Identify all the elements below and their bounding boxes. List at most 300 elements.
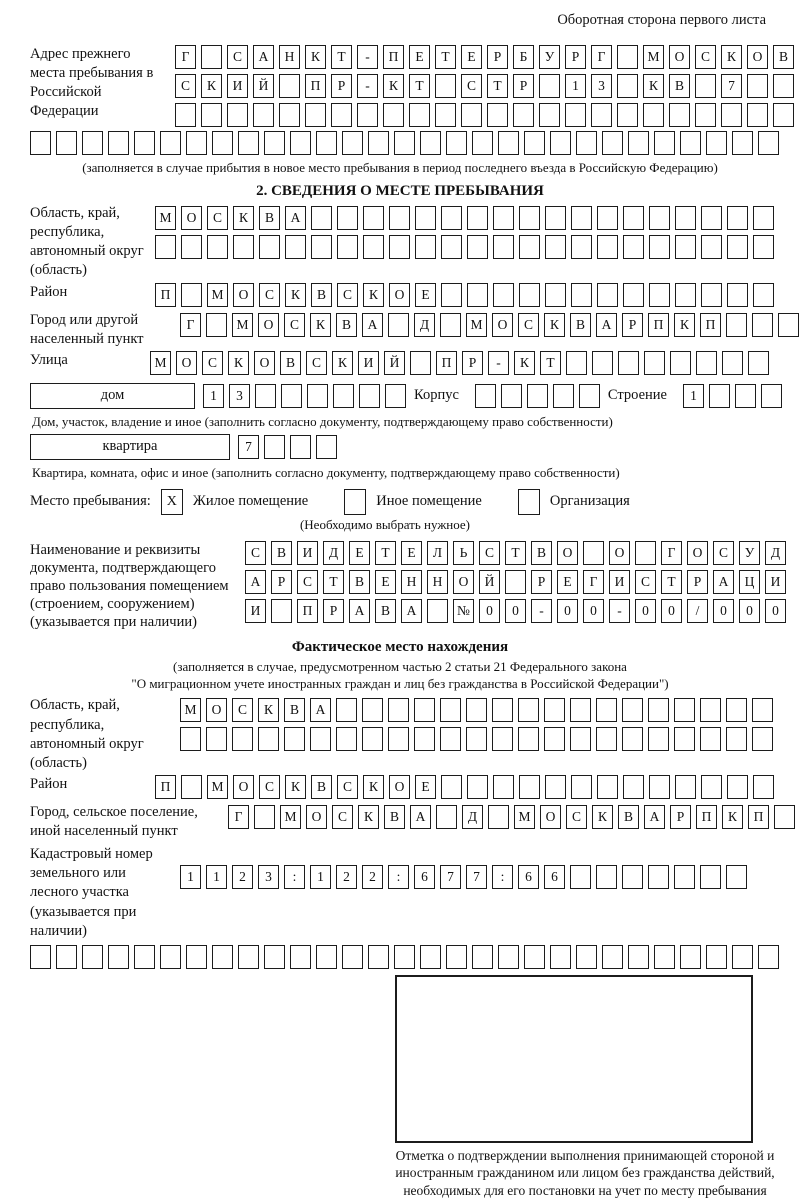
char-cell	[524, 945, 545, 969]
char-cell	[467, 283, 488, 307]
char-cell	[336, 698, 357, 722]
char-cell	[271, 599, 292, 623]
city-row	[180, 313, 799, 337]
char-cell	[527, 384, 548, 408]
char-cell	[175, 103, 196, 127]
char-cell: А	[713, 570, 734, 594]
char-cell	[565, 103, 586, 127]
char-cell: Ц	[739, 570, 760, 594]
char-cell: 7	[440, 865, 461, 889]
char-cell	[435, 74, 456, 98]
char-cell	[206, 313, 227, 337]
char-cell: 1	[683, 384, 704, 408]
char-cell: С	[207, 206, 228, 230]
char-cell: С	[245, 541, 266, 565]
char-cell: М	[280, 805, 301, 829]
char-cell: М	[514, 805, 535, 829]
char-cell: Б	[513, 45, 534, 69]
char-cell	[570, 698, 591, 722]
char-cell	[648, 865, 669, 889]
prev-address-rows	[175, 45, 794, 127]
char-cell	[281, 384, 302, 408]
char-cell	[336, 727, 357, 751]
house-row	[30, 383, 800, 409]
region-field	[30, 204, 800, 281]
char-cell: Й	[384, 351, 405, 375]
char-cell: К	[258, 698, 279, 722]
char-cell: :	[492, 865, 513, 889]
char-cell: О	[181, 206, 202, 230]
char-cell	[576, 131, 597, 155]
actual-city-field	[30, 803, 800, 841]
char-cell	[649, 775, 670, 799]
char-cell: 2	[336, 865, 357, 889]
char-cell: К	[514, 351, 535, 375]
region-row-1	[155, 206, 774, 230]
char-cell: О	[687, 541, 708, 565]
char-cell	[362, 727, 383, 751]
char-cell	[675, 775, 696, 799]
char-cell	[201, 45, 222, 69]
char-cell	[674, 865, 695, 889]
char-cell: Е	[415, 283, 436, 307]
char-cell	[680, 945, 701, 969]
char-cell	[628, 945, 649, 969]
char-cell	[519, 235, 540, 259]
char-cell: Д	[462, 805, 483, 829]
char-cell	[498, 945, 519, 969]
char-cell: С	[461, 74, 482, 98]
char-cell: М	[232, 313, 253, 337]
char-cell: Г	[661, 541, 682, 565]
char-cell: Р	[531, 570, 552, 594]
char-cell: К	[310, 313, 331, 337]
apartment-cells	[238, 435, 337, 459]
char-cell	[773, 103, 794, 127]
char-cell: Е	[415, 775, 436, 799]
char-cell: 0	[505, 599, 526, 623]
char-cell: 1	[565, 74, 586, 98]
char-cell	[498, 131, 519, 155]
char-cell	[108, 945, 129, 969]
apartment-row	[30, 434, 800, 460]
char-cell: 0	[765, 599, 786, 623]
char-cell	[701, 775, 722, 799]
char-cell	[545, 206, 566, 230]
char-cell	[700, 698, 721, 722]
char-cell	[545, 235, 566, 259]
char-cell	[30, 945, 51, 969]
char-cell	[446, 131, 467, 155]
city-field	[30, 311, 800, 349]
char-cell	[524, 131, 545, 155]
char-cell: Г	[180, 313, 201, 337]
char-cell	[778, 313, 799, 337]
char-cell	[359, 384, 380, 408]
char-cell	[362, 698, 383, 722]
char-cell	[654, 945, 675, 969]
char-cell	[674, 698, 695, 722]
char-cell	[727, 206, 748, 230]
region-rows	[155, 206, 774, 259]
char-cell	[305, 103, 326, 127]
char-cell: М	[180, 698, 201, 722]
char-cell: С	[259, 775, 280, 799]
char-cell: К	[721, 45, 742, 69]
char-cell	[461, 103, 482, 127]
char-cell: 0	[583, 599, 604, 623]
char-cell: П	[648, 313, 669, 337]
char-cell: -	[357, 74, 378, 98]
char-cell	[675, 283, 696, 307]
section2-title: 2. СВЕДЕНИЯ О МЕСТЕ ПРЕБЫВАНИЯ	[256, 183, 544, 199]
char-cell: С	[259, 283, 280, 307]
char-cell: Н	[279, 45, 300, 69]
char-cell	[748, 351, 769, 375]
char-cell	[134, 945, 155, 969]
char-cell	[571, 775, 592, 799]
char-cell	[727, 283, 748, 307]
cadastral-field	[30, 845, 800, 941]
actual-district-field	[30, 775, 800, 799]
char-cell	[186, 945, 207, 969]
char-cell: О	[306, 805, 327, 829]
char-cell	[285, 235, 306, 259]
char-cell: К	[674, 313, 695, 337]
prev-address-row-2	[175, 74, 794, 98]
char-cell: М	[643, 45, 664, 69]
char-cell	[519, 206, 540, 230]
char-cell: О	[206, 698, 227, 722]
char-cell: К	[305, 45, 326, 69]
char-cell	[414, 698, 435, 722]
prev-address-label: Адрес прежнего места пребывания в Российской Федерации	[30, 46, 154, 120]
char-cell: П	[696, 805, 717, 829]
char-cell: Т	[409, 74, 430, 98]
char-cell	[388, 313, 409, 337]
char-cell	[622, 727, 643, 751]
stroenie-label: Строение	[607, 387, 667, 404]
char-cell: С	[227, 45, 248, 69]
actual-city-label: Город, сельское поселение, иной населенный пункт	[30, 803, 198, 839]
char-cell	[181, 775, 202, 799]
char-cell: Т	[435, 45, 456, 69]
char-cell	[466, 727, 487, 751]
char-cell: А	[644, 805, 665, 829]
korpus-label: Корпус	[414, 387, 459, 404]
house-number-cells	[203, 384, 406, 408]
char-cell	[570, 727, 591, 751]
house-box-label: дом	[30, 383, 195, 409]
char-cell	[519, 283, 540, 307]
char-cell: 6	[414, 865, 435, 889]
char-cell	[316, 131, 337, 155]
document-row-1	[245, 541, 786, 565]
char-cell	[539, 74, 560, 98]
char-cell	[472, 945, 493, 969]
char-cell	[732, 945, 753, 969]
char-cell	[258, 727, 279, 751]
apartment-note: Квартира, комната, офис и иное (заполнить согласно документу, подтверждающему право собственности)	[32, 464, 620, 480]
char-cell: 0	[739, 599, 760, 623]
char-cell	[752, 313, 773, 337]
char-cell: И	[358, 351, 379, 375]
char-cell: П	[748, 805, 769, 829]
char-cell	[628, 131, 649, 155]
char-cell: Т	[505, 541, 526, 565]
district-field	[30, 283, 800, 307]
char-cell: В	[349, 570, 370, 594]
char-cell: Г	[228, 805, 249, 829]
char-cell	[435, 103, 456, 127]
char-cell	[501, 384, 522, 408]
document-rows	[245, 541, 786, 623]
char-cell: Р	[670, 805, 691, 829]
char-cell	[56, 131, 77, 155]
char-cell	[680, 131, 701, 155]
char-cell: 1	[206, 865, 227, 889]
char-cell	[722, 351, 743, 375]
char-cell	[753, 235, 774, 259]
char-cell	[747, 74, 768, 98]
char-cell: Н	[401, 570, 422, 594]
actual-region-row-1	[180, 698, 773, 722]
char-cell: Г	[591, 45, 612, 69]
char-cell: Ь	[453, 541, 474, 565]
char-cell: Р	[687, 570, 708, 594]
char-cell	[727, 235, 748, 259]
char-cell: И	[765, 570, 786, 594]
char-cell	[649, 235, 670, 259]
char-cell	[316, 435, 337, 459]
char-cell	[493, 206, 514, 230]
char-cell	[310, 727, 331, 751]
char-cell	[337, 235, 358, 259]
char-cell	[134, 131, 155, 155]
char-cell	[160, 131, 181, 155]
char-cell	[414, 727, 435, 751]
char-cell	[290, 435, 311, 459]
char-cell: /	[687, 599, 708, 623]
cadastral-label: Кадастровый номер земельного или лесного участка (указывается при наличии)	[30, 846, 153, 939]
char-cell: В	[271, 541, 292, 565]
char-cell: В	[311, 775, 332, 799]
char-cell	[696, 351, 717, 375]
district-row	[155, 283, 774, 307]
char-cell: С	[337, 283, 358, 307]
char-cell	[279, 103, 300, 127]
char-cell	[420, 131, 441, 155]
char-cell	[311, 235, 332, 259]
char-cell	[674, 727, 695, 751]
char-cell: №	[453, 599, 474, 623]
char-cell	[544, 727, 565, 751]
char-cell	[675, 206, 696, 230]
char-cell	[701, 206, 722, 230]
char-cell	[670, 351, 691, 375]
char-cell	[290, 131, 311, 155]
document-row-3	[245, 599, 786, 623]
char-cell: Т	[331, 45, 352, 69]
char-cell: С	[695, 45, 716, 69]
char-cell	[441, 775, 462, 799]
char-cell	[493, 235, 514, 259]
char-cell: :	[388, 865, 409, 889]
char-cell	[519, 775, 540, 799]
char-cell: С	[337, 775, 358, 799]
char-cell	[290, 945, 311, 969]
char-cell	[726, 727, 747, 751]
char-cell	[553, 384, 574, 408]
char-cell: О	[669, 45, 690, 69]
char-cell	[518, 727, 539, 751]
char-cell: Й	[253, 74, 274, 98]
actual-district-label: Район	[30, 775, 68, 792]
char-cell: И	[245, 599, 266, 623]
house-note: Дом, участок, владение и иное (заполнить согласно документу, подтверждающему право собственности)	[32, 413, 613, 429]
char-cell	[602, 945, 623, 969]
char-cell	[675, 235, 696, 259]
char-cell	[311, 206, 332, 230]
char-cell	[368, 131, 389, 155]
char-cell	[571, 235, 592, 259]
char-cell: О	[540, 805, 561, 829]
prev-address-overflow	[30, 131, 800, 155]
char-cell: М	[207, 283, 228, 307]
char-cell	[255, 384, 276, 408]
char-cell: Р	[331, 74, 352, 98]
char-cell: Й	[479, 570, 500, 594]
char-cell	[201, 103, 222, 127]
char-cell	[709, 384, 730, 408]
char-cell	[596, 727, 617, 751]
option-label-zhiloe: Жилое помещение	[192, 493, 309, 510]
char-cell: О	[557, 541, 578, 565]
char-cell: -	[357, 45, 378, 69]
option-label-inoe: Иное помещение	[376, 493, 482, 510]
char-cell: 7	[721, 74, 742, 98]
char-cell	[186, 131, 207, 155]
region-row-2	[155, 235, 774, 259]
char-cell: В	[384, 805, 405, 829]
char-cell	[284, 727, 305, 751]
char-cell: К	[228, 351, 249, 375]
char-cell	[493, 283, 514, 307]
char-cell	[388, 698, 409, 722]
char-cell: В	[284, 698, 305, 722]
char-cell: Е	[557, 570, 578, 594]
char-cell: Т	[540, 351, 561, 375]
char-cell	[648, 727, 669, 751]
char-cell	[726, 865, 747, 889]
apartment-box-label: квартира	[30, 434, 230, 460]
char-cell	[753, 775, 774, 799]
char-cell: К	[592, 805, 613, 829]
char-cell	[394, 131, 415, 155]
char-cell: П	[297, 599, 318, 623]
char-cell: И	[227, 74, 248, 98]
char-cell	[436, 805, 457, 829]
char-cell: Р	[323, 599, 344, 623]
char-cell: Р	[513, 74, 534, 98]
char-cell	[726, 313, 747, 337]
char-cell: В	[669, 74, 690, 98]
char-cell: О	[453, 570, 474, 594]
char-cell	[441, 206, 462, 230]
char-cell: Р	[487, 45, 508, 69]
char-cell: Д	[414, 313, 435, 337]
char-cell	[363, 206, 384, 230]
char-cell	[466, 698, 487, 722]
char-cell	[441, 235, 462, 259]
char-cell: П	[383, 45, 404, 69]
char-cell	[472, 131, 493, 155]
char-cell: :	[284, 865, 305, 889]
char-cell	[410, 351, 431, 375]
char-cell: 2	[362, 865, 383, 889]
char-cell	[279, 74, 300, 98]
char-cell: О	[176, 351, 197, 375]
char-cell: П	[700, 313, 721, 337]
char-cell	[758, 945, 779, 969]
char-cell	[617, 45, 638, 69]
char-cell	[307, 384, 328, 408]
char-cell	[415, 235, 436, 259]
korpus-cells	[475, 384, 600, 408]
char-cell: О	[233, 283, 254, 307]
char-cell: П	[155, 283, 176, 307]
char-cell: 1	[310, 865, 331, 889]
char-cell	[212, 131, 233, 155]
prev-address-row-3	[175, 103, 794, 127]
char-cell	[635, 541, 656, 565]
actual-region-rows	[180, 698, 773, 751]
char-cell: С	[635, 570, 656, 594]
char-cell: В	[280, 351, 301, 375]
char-cell	[700, 865, 721, 889]
char-cell	[493, 775, 514, 799]
char-cell: Г	[583, 570, 604, 594]
char-cell: Р	[271, 570, 292, 594]
char-cell: К	[722, 805, 743, 829]
char-cell: С	[518, 313, 539, 337]
char-cell	[649, 206, 670, 230]
char-cell	[571, 206, 592, 230]
char-cell: К	[544, 313, 565, 337]
char-cell	[227, 103, 248, 127]
char-cell: Е	[461, 45, 482, 69]
char-cell	[342, 131, 363, 155]
document-field	[30, 541, 800, 632]
char-cell	[706, 131, 727, 155]
char-cell	[649, 283, 670, 307]
char-cell	[389, 206, 410, 230]
char-cell	[487, 103, 508, 127]
char-cell	[669, 103, 690, 127]
char-cell	[440, 727, 461, 751]
char-cell	[420, 945, 441, 969]
actual-location-note-2: "О миграционном учете иностранных граждан и лиц без гражданства в Российской Федерации")	[131, 676, 669, 692]
char-cell: П	[436, 351, 457, 375]
char-cell	[108, 131, 129, 155]
char-cell: 6	[518, 865, 539, 889]
char-cell	[579, 384, 600, 408]
char-cell	[735, 384, 756, 408]
char-cell	[727, 775, 748, 799]
char-cell	[701, 283, 722, 307]
char-cell	[446, 945, 467, 969]
char-cell: К	[285, 775, 306, 799]
